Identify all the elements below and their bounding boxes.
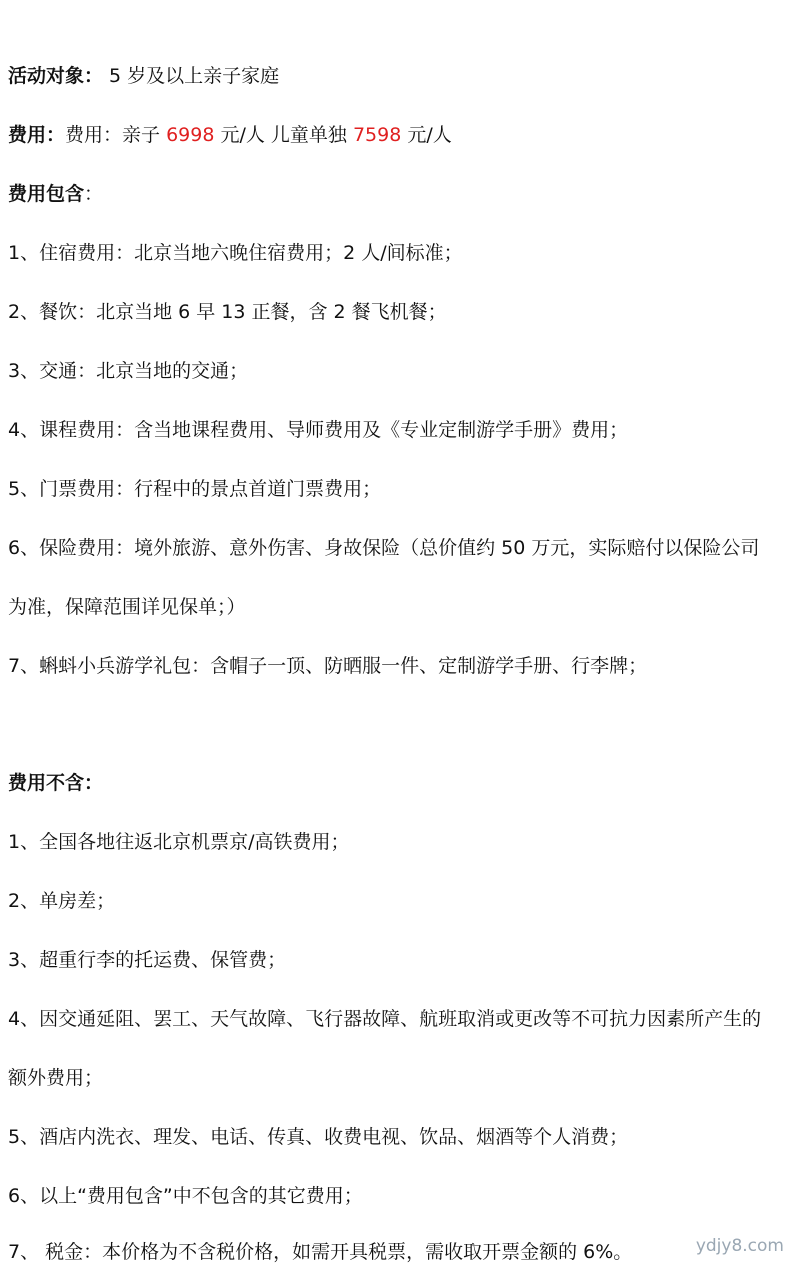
fee-label: 费用： (8, 124, 66, 146)
included-item: 4、课程费用：含当地课程费用、导师费用及《专业定制游学手册》费用； (8, 419, 629, 441)
included-item: 1、住宿费用：北京当地六晚住宿费用；2 人/间标准； (8, 242, 463, 264)
excluded-item: 2、单房差； (8, 890, 116, 912)
target-line (8, 64, 279, 88)
watermark: ydjy8.com (695, 1236, 784, 1256)
excluded-item: 5、酒店内洗衣、理发、电话、传真、收费电视、饮品、烟酒等个人消费； (8, 1126, 629, 1148)
child-price: 7598 (352, 124, 402, 146)
target-label: 活动对象： (8, 65, 104, 87)
included-heading-text: 费用包含 (8, 183, 85, 205)
included-heading-colon: ： (84, 183, 104, 205)
excluded-item: 1、全国各地往返北京机票京/高铁费用； (8, 831, 350, 853)
included-item: 2、餐饮：北京当地 6 早 13 正餐，含 2 餐飞机餐； (8, 301, 447, 323)
fee-prefix: 费用：亲子 (65, 124, 167, 146)
target-value: 5 岁及以上亲子家庭 (103, 65, 280, 87)
excluded-item: 7、 税金：本价格为不含税价格，如需开具税票，需收取开票金额的 6%。 (8, 1241, 633, 1263)
excluded-heading: 费用不含： (8, 772, 104, 794)
excluded-item: 4、因交通延阻、罢工、天气故障、飞行器故障、航班取消或更改等不可抗力因素所产生的 (8, 1008, 762, 1030)
family-price: 6998 (166, 124, 215, 146)
included-item: 为准，保障范围详见保单；） (8, 596, 246, 618)
excluded-item: 额外费用； (8, 1067, 104, 1089)
included-item: 6、保险费用：境外旅游、意外伤害、身故保险（总价值约 50 万元，实际赔付以保险公司 (8, 537, 760, 559)
family-unit: 元/人 儿童单独 (214, 124, 353, 146)
included-item: 7、蝌蚪小兵游学礼包：含帽子一顶、防晒服一件、定制游学手册、行李牌； (8, 655, 648, 677)
included-item: 5、门票费用：行程中的景点首道门票费用； (8, 478, 382, 500)
excluded-item: 6、以上“费用包含”中不包含的其它费用； (8, 1185, 363, 1207)
child-unit: 元/人 (401, 124, 452, 146)
included-item: 3、交通：北京当地的交通； (8, 360, 249, 382)
excluded-item: 3、超重行李的托运费、保管费； (8, 949, 287, 971)
fee-line (8, 123, 452, 147)
included-heading (8, 182, 103, 206)
